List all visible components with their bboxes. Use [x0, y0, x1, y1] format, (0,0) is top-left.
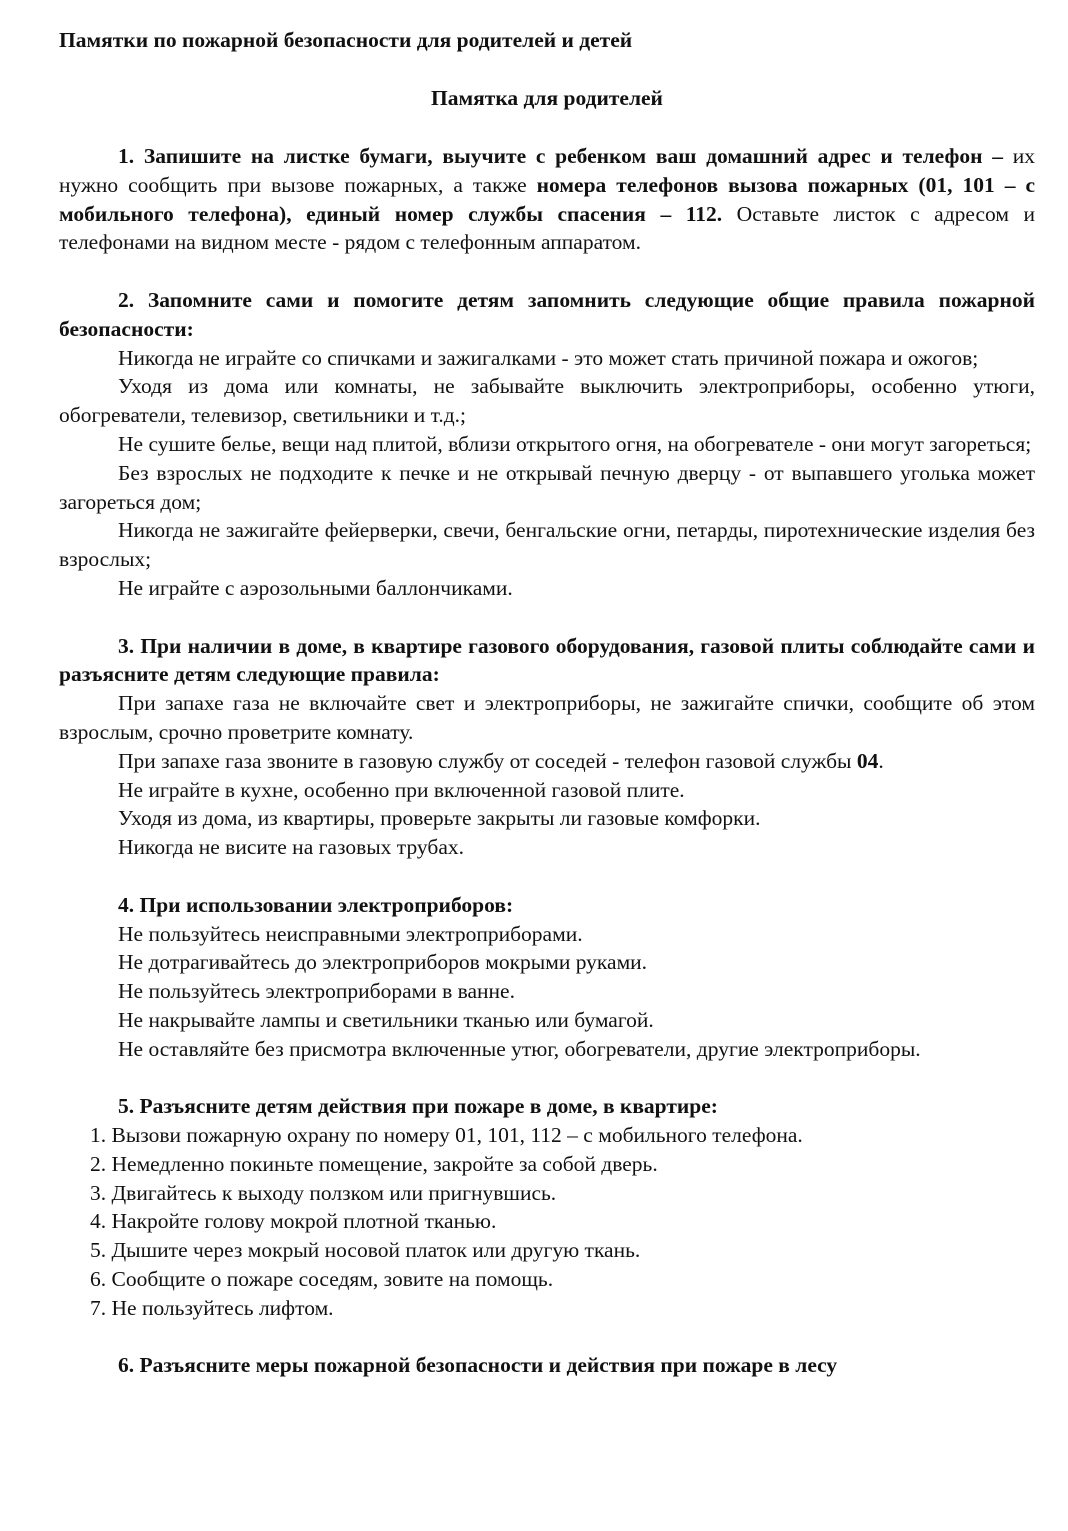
section-2-heading: 2. Запомните сами и помогите детям запомнить следующие общие правила пожарной безопасности: [59, 287, 1035, 341]
section-1-text-end: Оставьте листок с адресом и телефонами на видном месте - рядом с телефонным аппаратом. [59, 201, 1036, 255]
section-2-rule: Без взрослых не подходите к печке и не открывай печную дверцу - от выпавшего уголька может загореться дом; [59, 460, 1035, 514]
document-subtitle: Памятка для родителей [431, 86, 663, 110]
section-4-rule: Не оставляйте без присмотра включенные утюг, обогреватели, другие электроприборы. [118, 1036, 921, 1061]
section-2-rule: Уходя из дома или комнаты, не забывайте выключить электроприборы, особенно утюги, обогреватели, телевизор, светильники и т.д.; [59, 374, 1035, 428]
section-4-heading: 4. При использовании электроприборов: [118, 892, 514, 917]
section-4-rule: Не пользуйтесь неисправными электроприборами. [118, 921, 583, 946]
section-2-rule: Никогда не играйте со спичками и зажигалками - это может стать причиной пожара и ожогов; [118, 345, 979, 370]
section-3-rule: При запахе газа не включайте свет и электроприборы, не зажигайте спички, сообщите об этом взрослым, срочно проветрите комнату. [59, 691, 1035, 744]
section-3-rule: Уходя из дома, из квартиры, проверьте закрыты ли газовые комфорки. [118, 806, 761, 831]
section-3-rule [59, 747, 1035, 776]
section-4-rule: Не накрывайте лампы и светильники тканью или бумагой. [118, 1007, 654, 1032]
section-5-list-item: 6. Сообщите о пожаре соседям, зовите на помощь. [90, 1267, 554, 1292]
section-3-rule-text: При запахе газа звоните в газовую службу от соседей - телефон газовой службы [118, 748, 857, 773]
section-3-rule: Не играйте в кухне, особенно при включенной газовой плите. [118, 777, 685, 802]
section-3-rule-end: . [878, 748, 884, 773]
section-5-list-item: 1. Вызови пожарную охрану по номеру 01, 101, 112 – с мобильного телефона. [90, 1123, 803, 1148]
section-3-heading: 3. При наличии в доме, в квартире газового оборудования, газовой плиты соблюдайте сами и разъясните детям следующие правила: [59, 633, 1035, 687]
section-5-list-item: 5. Дышите через мокрый носовой платок или другую ткань. [90, 1238, 641, 1263]
section-2-rule: Не сушите белье, вещи над плитой, вблизи открытого огня, на обогревателе - они могут загореться; [118, 431, 1032, 456]
gas-service-number: 04 [856, 748, 879, 773]
section-5-list-item: 3. Двигайтесь к выходу ползком или пригнувшись. [90, 1180, 557, 1205]
section-5-heading: 5. Разъясните детям действия при пожаре в доме, в квартире: [118, 1094, 718, 1119]
section-5-list-item: 7. Не пользуйтесь лифтом. [90, 1295, 334, 1320]
section-5-list-item: 2. Немедленно покиньте помещение, закройте за собой дверь. [90, 1151, 658, 1176]
section-1-bold-lead: 1. Запишите на листке бумаги, выучите с ребенком ваш домашний адрес и телефон – [118, 144, 1003, 168]
section-3-rule: Никогда не висите на газовых трубах. [118, 835, 465, 860]
section-2-rule: Не играйте с аэрозольными баллончиками. [118, 575, 513, 600]
section-5-list-item: 4. Накройте голову мокрой плотной тканью. [90, 1209, 497, 1234]
section-1-text: их нужно сообщить при вызове пожарных, а также [59, 144, 1035, 197]
document-title: Памятки по пожарной безопасности для родителей и детей [59, 28, 633, 52]
document-page [59, 26, 1035, 1380]
section-6-heading: 6. Разъясните меры пожарной безопасности и действия при пожаре в лесу [118, 1353, 838, 1378]
section-1-bold-phones: номера телефонов вызова пожарных (01, 101 – с мобильного телефона), единый номер службы спасения – 112. [59, 172, 1036, 226]
section-1-paragraph [59, 142, 1035, 257]
section-4-rule: Не дотрагивайтесь до электроприборов мокрыми руками. [118, 950, 648, 975]
section-2-rule: Никогда не зажигайте фейерверки, свечи, бенгальские огни, петарды, пиротехнические изделия без взрослых; [59, 518, 1035, 572]
section-4-rule: Не пользуйтесь электроприборами в ванне. [118, 979, 515, 1004]
